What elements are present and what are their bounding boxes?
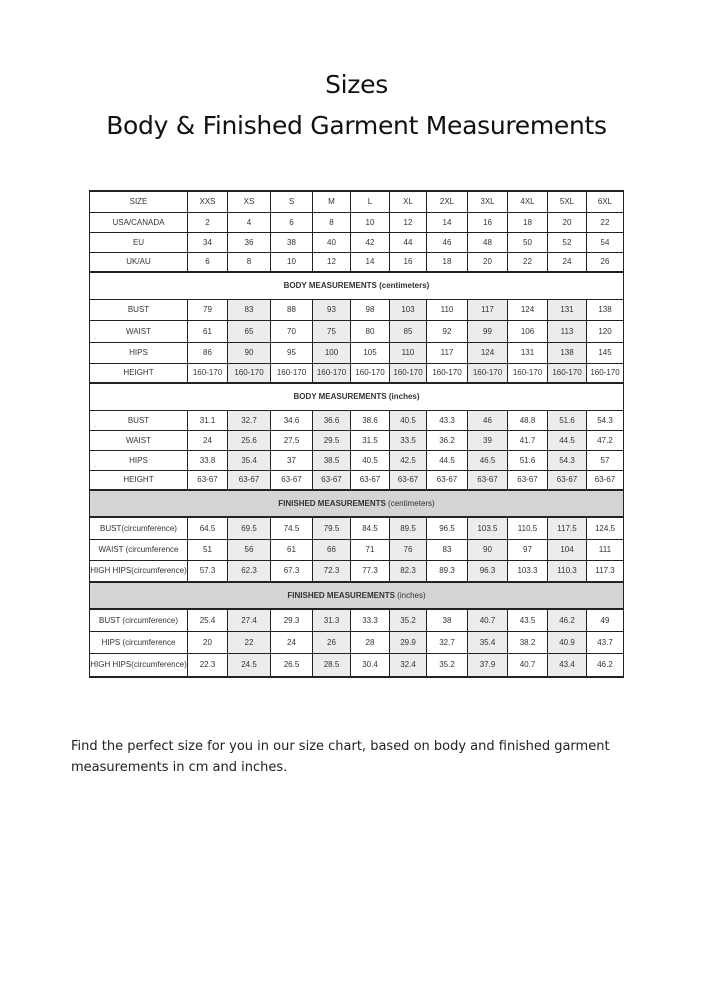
section-title — [90, 490, 624, 517]
table-cell: 160-170 — [351, 363, 390, 383]
table-cell: 43.5 — [508, 609, 548, 631]
table-cell: 83 — [427, 539, 468, 560]
table-cell: 31.3 — [313, 609, 351, 631]
table-cell: 51 — [188, 539, 228, 560]
table-cell: 160-170 — [390, 363, 427, 383]
table-cell: 77.3 — [351, 560, 390, 582]
table-cell: 54.3 — [587, 410, 624, 430]
table-row — [90, 517, 624, 539]
table-cell: 160-170 — [548, 363, 587, 383]
table-cell: 117 — [427, 342, 468, 363]
table-cell: 38.6 — [351, 410, 390, 430]
table-cell: 93 — [313, 299, 351, 320]
table-cell: 32.7 — [228, 410, 271, 430]
table-cell: 113 — [548, 320, 587, 342]
table-row — [90, 363, 624, 383]
table-cell: 33.8 — [188, 450, 228, 470]
table-cell: 103.3 — [508, 560, 548, 582]
table-cell: 8 — [228, 252, 271, 272]
table-cell: 46 — [468, 410, 508, 430]
table-cell: 42.5 — [390, 450, 427, 470]
table-cell: 63-67 — [228, 470, 271, 490]
table-cell: 88 — [271, 299, 313, 320]
table-cell: 124.5 — [587, 517, 624, 539]
table-cell: 40.5 — [351, 450, 390, 470]
table-cell: 40.7 — [508, 653, 548, 677]
table-cell: 63-67 — [468, 470, 508, 490]
table-row — [90, 450, 624, 470]
table-cell: 63-67 — [188, 470, 228, 490]
table-cell: 29.9 — [390, 631, 427, 653]
table-cell: 22 — [508, 252, 548, 272]
section-title — [90, 383, 624, 410]
table-cell: 63-67 — [427, 470, 468, 490]
table-cell: 40 — [313, 232, 351, 252]
row-label: HIPS (circumference — [90, 631, 188, 653]
table-cell: 79 — [188, 299, 228, 320]
table-cell: 14 — [427, 212, 468, 232]
table-cell: 160-170 — [313, 363, 351, 383]
table-cell: 65 — [228, 320, 271, 342]
table-cell: 42 — [351, 232, 390, 252]
table-cell: 35.2 — [427, 653, 468, 677]
table-cell: 103.5 — [468, 517, 508, 539]
table-cell: 70 — [271, 320, 313, 342]
table-cell: 84.5 — [351, 517, 390, 539]
table-cell: XXS — [188, 191, 228, 212]
table-cell: 124 — [508, 299, 548, 320]
table-cell: 44.5 — [548, 430, 587, 450]
table-cell: 96.3 — [468, 560, 508, 582]
table-row — [90, 470, 624, 490]
table-cell: 57.3 — [188, 560, 228, 582]
table-cell: 43.4 — [548, 653, 587, 677]
table-cell: XS — [228, 191, 271, 212]
row-label: EU — [90, 232, 188, 252]
table-cell: 49 — [587, 609, 624, 631]
table-cell: 38.2 — [508, 631, 548, 653]
table-cell: 63-67 — [271, 470, 313, 490]
table-cell: 111 — [587, 539, 624, 560]
table-cell: 6XL — [587, 191, 624, 212]
row-label: BUST — [90, 410, 188, 430]
table-cell: 103 — [390, 299, 427, 320]
table-cell: 39 — [468, 430, 508, 450]
table-cell: XL — [390, 191, 427, 212]
section-title-text: FINISHED MEASUREMENTS — [287, 591, 395, 600]
table-row — [90, 653, 624, 677]
row-label: WAIST — [90, 320, 188, 342]
table-cell: 25.6 — [228, 430, 271, 450]
table-cell: 98 — [351, 299, 390, 320]
table-cell: 61 — [271, 539, 313, 560]
row-label: USA/CANADA — [90, 212, 188, 232]
table-cell: 29.5 — [313, 430, 351, 450]
section-unit: (inches) — [388, 392, 420, 402]
table-cell: 33.5 — [390, 430, 427, 450]
table-cell: 20 — [188, 631, 228, 653]
table-cell: 160-170 — [188, 363, 228, 383]
table-cell: 37.9 — [468, 653, 508, 677]
table-cell: 34.6 — [271, 410, 313, 430]
table-cell: 110.3 — [548, 560, 587, 582]
table-cell: 117 — [468, 299, 508, 320]
table-cell: 72.3 — [313, 560, 351, 582]
table-cell: 35.4 — [468, 631, 508, 653]
row-label: HIGH HIPS(circumference) — [90, 653, 188, 677]
table-cell: 105 — [351, 342, 390, 363]
table-cell: 41.7 — [508, 430, 548, 450]
table-cell: 43.3 — [427, 410, 468, 430]
table-cell: 54 — [587, 232, 624, 252]
table-cell: 85 — [390, 320, 427, 342]
row-label: BUST — [90, 299, 188, 320]
table-cell: 38 — [427, 609, 468, 631]
row-label: HEIGHT — [90, 470, 188, 490]
table-cell: 110 — [390, 342, 427, 363]
table-cell: 46.2 — [587, 653, 624, 677]
table-cell: 99 — [468, 320, 508, 342]
table-cell: 67.3 — [271, 560, 313, 582]
table-cell: 4 — [228, 212, 271, 232]
table-cell: 5XL — [548, 191, 587, 212]
table-cell: M — [313, 191, 351, 212]
table-cell: 63-67 — [390, 470, 427, 490]
table-cell: 96.5 — [427, 517, 468, 539]
table-cell: 95 — [271, 342, 313, 363]
table-row — [90, 631, 624, 653]
table-cell: 80 — [351, 320, 390, 342]
table-cell: 31.5 — [351, 430, 390, 450]
table-cell: 138 — [587, 299, 624, 320]
table-row — [90, 539, 624, 560]
table-cell: 28 — [351, 631, 390, 653]
table-cell: 35.4 — [228, 450, 271, 470]
table-cell: 46 — [427, 232, 468, 252]
table-cell: 25.4 — [188, 609, 228, 631]
section-title — [90, 272, 624, 299]
table-cell: 131 — [548, 299, 587, 320]
table-cell: 8 — [313, 212, 351, 232]
table-cell: 90 — [228, 342, 271, 363]
table-cell: 2XL — [427, 191, 468, 212]
table-cell: 90 — [468, 539, 508, 560]
section-unit: (centimeters) — [388, 499, 435, 508]
size-chart-caption: Find the perfect size for you in our size chart, based on body and finished garment measurements in cm and inches. — [71, 739, 610, 775]
row-label: UK/AU — [90, 252, 188, 272]
row-label: SIZE — [90, 191, 188, 212]
table-cell: 64.5 — [188, 517, 228, 539]
section-header-row — [90, 490, 624, 517]
table-cell: 3XL — [468, 191, 508, 212]
section-header-row — [90, 272, 624, 299]
table-cell: 32.4 — [390, 653, 427, 677]
table-cell: 4XL — [508, 191, 548, 212]
table-cell: 26.5 — [271, 653, 313, 677]
table-row — [90, 410, 624, 430]
table-cell: 83 — [228, 299, 271, 320]
table-cell: 20 — [468, 252, 508, 272]
table-cell: 160-170 — [468, 363, 508, 383]
table-cell: 76 — [390, 539, 427, 560]
table-cell: 36.6 — [313, 410, 351, 430]
table-cell: L — [351, 191, 390, 212]
section-header-row — [90, 582, 624, 609]
table-cell: 82.3 — [390, 560, 427, 582]
table-cell: 71 — [351, 539, 390, 560]
table-cell: 120 — [587, 320, 624, 342]
row-label: WAIST (circumference — [90, 539, 188, 560]
table-cell: 24 — [271, 631, 313, 653]
table-cell: 40.9 — [548, 631, 587, 653]
table-cell: 110 — [427, 299, 468, 320]
table-cell: 36.2 — [427, 430, 468, 450]
table-cell: 30.4 — [351, 653, 390, 677]
table-cell: 14 — [351, 252, 390, 272]
table-cell: 44.5 — [427, 450, 468, 470]
table-cell: 27.5 — [271, 430, 313, 450]
table-cell: 31.1 — [188, 410, 228, 430]
table-header-row — [90, 191, 624, 212]
table-cell: 66 — [313, 539, 351, 560]
table-cell: 16 — [390, 252, 427, 272]
table-cell: 47.2 — [587, 430, 624, 450]
table-cell: 46.2 — [548, 609, 587, 631]
row-label: WAIST — [90, 430, 188, 450]
table-cell: 44 — [390, 232, 427, 252]
table-cell: 32.7 — [427, 631, 468, 653]
table-cell: 34 — [188, 232, 228, 252]
table-row — [90, 430, 624, 450]
row-label: BUST(circumference) — [90, 517, 188, 539]
table-cell: 6 — [188, 252, 228, 272]
table-cell: 97 — [508, 539, 548, 560]
table-row — [90, 609, 624, 631]
table-cell: 48.8 — [508, 410, 548, 430]
table-cell: 89.3 — [427, 560, 468, 582]
table-cell: 24 — [548, 252, 587, 272]
table-cell: 24.5 — [228, 653, 271, 677]
row-label: HIPS — [90, 342, 188, 363]
table-cell: 43.7 — [587, 631, 624, 653]
table-cell: 138 — [548, 342, 587, 363]
table-cell: 46.5 — [468, 450, 508, 470]
table-cell: 110.5 — [508, 517, 548, 539]
table-cell: 6 — [271, 212, 313, 232]
table-cell: 10 — [351, 212, 390, 232]
table-cell: 57 — [587, 450, 624, 470]
table-cell: 56 — [228, 539, 271, 560]
table-cell: 62.3 — [228, 560, 271, 582]
table-cell: 26 — [587, 252, 624, 272]
table-cell: 28.5 — [313, 653, 351, 677]
table-cell: 12 — [390, 212, 427, 232]
table-cell: 51.6 — [508, 450, 548, 470]
section-title — [90, 582, 624, 609]
row-label: BUST (circumference) — [90, 609, 188, 631]
section-unit: (inches) — [397, 591, 426, 600]
table-cell: 29.3 — [271, 609, 313, 631]
table-cell: 160-170 — [427, 363, 468, 383]
table-row — [90, 560, 624, 582]
table-cell: 12 — [313, 252, 351, 272]
table-cell: S — [271, 191, 313, 212]
table-cell: 86 — [188, 342, 228, 363]
table-cell: 50 — [508, 232, 548, 252]
table-cell: 63-67 — [587, 470, 624, 490]
table-cell: 63-67 — [508, 470, 548, 490]
table-cell: 51.6 — [548, 410, 587, 430]
table-cell: 160-170 — [271, 363, 313, 383]
table-cell: 92 — [427, 320, 468, 342]
table-cell: 35.2 — [390, 609, 427, 631]
table-cell: 26 — [313, 631, 351, 653]
table-cell: 27.4 — [228, 609, 271, 631]
table-cell: 52 — [548, 232, 587, 252]
section-title-text: FINISHED MEASUREMENTS — [278, 499, 386, 508]
table-cell: 38.5 — [313, 450, 351, 470]
table-cell: 18 — [427, 252, 468, 272]
table-cell: 131 — [508, 342, 548, 363]
table-cell: 63-67 — [351, 470, 390, 490]
table-cell: 117.5 — [548, 517, 587, 539]
table-cell: 22 — [228, 631, 271, 653]
table-cell: 160-170 — [228, 363, 271, 383]
table-cell: 61 — [188, 320, 228, 342]
table-cell: 79.5 — [313, 517, 351, 539]
section-header-row — [90, 383, 624, 410]
row-label: HIGH HIPS(circumference) — [90, 560, 188, 582]
table-row — [90, 252, 624, 272]
table-row — [90, 320, 624, 342]
table-cell: 10 — [271, 252, 313, 272]
table-cell: 145 — [587, 342, 624, 363]
size-chart-table — [89, 190, 624, 678]
table-cell: 2 — [188, 212, 228, 232]
table-cell: 24 — [188, 430, 228, 450]
table-cell: 160-170 — [587, 363, 624, 383]
page-title: Sizes — [325, 70, 388, 99]
table-cell: 16 — [468, 212, 508, 232]
table-cell: 54.3 — [548, 450, 587, 470]
table-cell: 40.7 — [468, 609, 508, 631]
section-title-text: BODY MEASUREMENTS — [283, 281, 377, 291]
table-cell: 75 — [313, 320, 351, 342]
table-row — [90, 299, 624, 320]
section-title-text: BODY MEASUREMENTS — [293, 392, 387, 402]
table-cell: 74.5 — [271, 517, 313, 539]
table-cell: 22 — [587, 212, 624, 232]
page-subtitle: Body & Finished Garment Measurements — [106, 111, 607, 140]
table-cell: 20 — [548, 212, 587, 232]
table-cell: 22.3 — [188, 653, 228, 677]
table-cell: 104 — [548, 539, 587, 560]
table-cell: 124 — [468, 342, 508, 363]
table-cell: 69.5 — [228, 517, 271, 539]
table-row — [90, 232, 624, 252]
row-label: HIPS — [90, 450, 188, 470]
table-cell: 33.3 — [351, 609, 390, 631]
table-row — [90, 342, 624, 363]
table-cell: 37 — [271, 450, 313, 470]
table-cell: 117.3 — [587, 560, 624, 582]
table-cell: 36 — [228, 232, 271, 252]
table-cell: 63-67 — [313, 470, 351, 490]
table-cell: 38 — [271, 232, 313, 252]
table-cell: 100 — [313, 342, 351, 363]
table-cell: 48 — [468, 232, 508, 252]
section-unit: (centimeters) — [379, 281, 430, 291]
table-cell: 18 — [508, 212, 548, 232]
table-row — [90, 212, 624, 232]
table-cell: 106 — [508, 320, 548, 342]
table-cell: 40.5 — [390, 410, 427, 430]
table-cell: 160-170 — [508, 363, 548, 383]
row-label: HEIGHT — [90, 363, 188, 383]
table-cell: 89.5 — [390, 517, 427, 539]
table-cell: 63-67 — [548, 470, 587, 490]
